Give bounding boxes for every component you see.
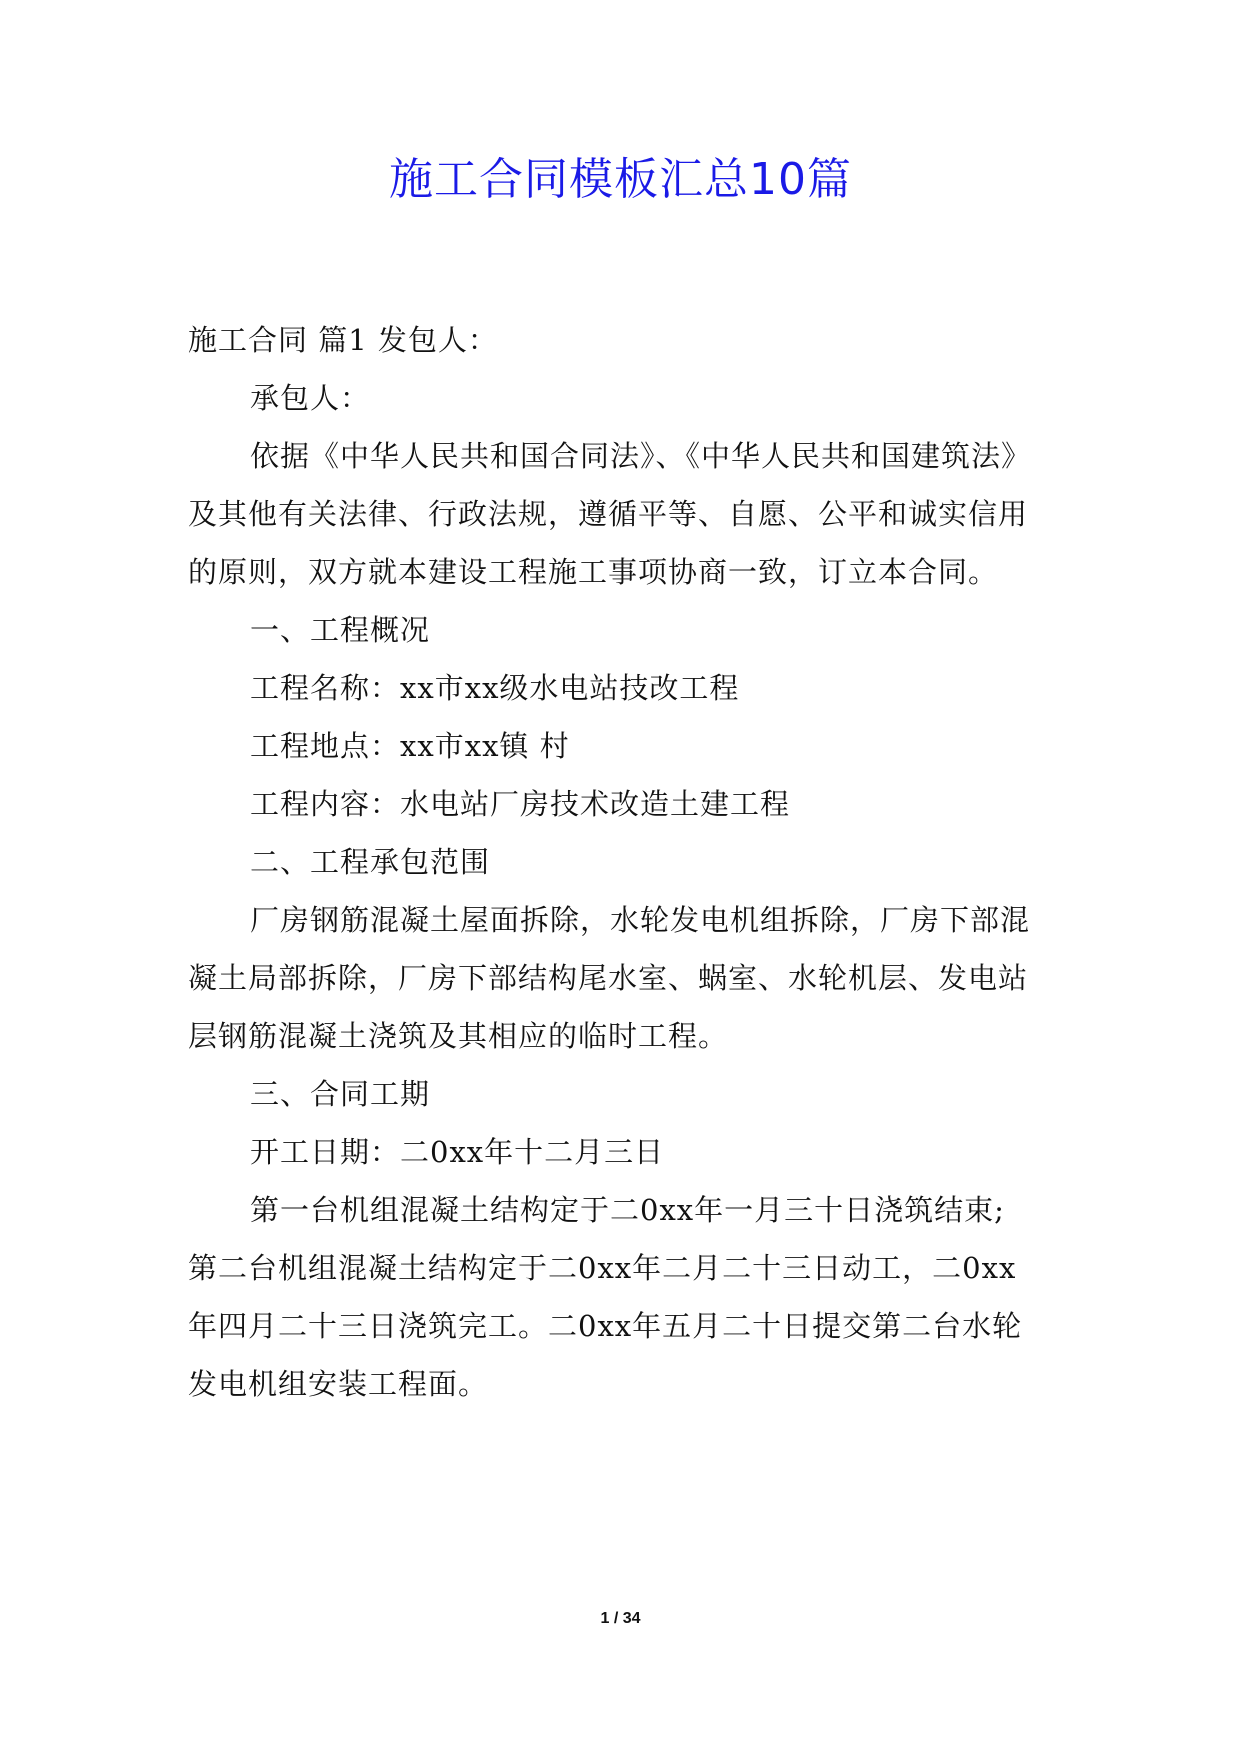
paragraph-line: 层钢筋混凝土浇筑及其相应的临时工程。 <box>188 1019 729 1053</box>
paragraph-line: 及其他有关法律、行政法规，遵循平等、自愿、公平和诚实信用 <box>188 497 1029 531</box>
section-heading: 一、工程概况 <box>250 613 431 647</box>
paragraph-line: 发电机组安装工程面。 <box>188 1367 489 1401</box>
paragraph-line: 的原则，双方就本建设工程施工事项协商一致，订立本合同。 <box>188 555 999 589</box>
page-number: 1 / 34 <box>600 1610 641 1627</box>
paragraph-line: 第二台机组混凝土结构定于二0xx年二月二十三日动工，二0xx <box>188 1251 1017 1285</box>
project-content-line: 工程内容：水电站厂房技术改造土建工程 <box>250 787 791 821</box>
start-date-line: 开工日期：二0xx年十二月三日 <box>250 1135 665 1169</box>
contractor-line: 承包人： <box>250 381 371 415</box>
paragraph-line: 凝土局部拆除，厂房下部结构尾水室、蜗室、水轮机层、发电站 <box>188 961 1029 995</box>
project-location-line: 工程地点：xx市xx镇 村 <box>250 729 570 763</box>
section-heading: 三、合同工期 <box>250 1077 431 1111</box>
document-title: 施工合同模板汇总10篇 <box>389 154 852 205</box>
paragraph-line: 厂房钢筋混凝土屋面拆除，水轮发电机组拆除，厂房下部混 <box>250 903 1031 937</box>
contract-heading-line: 施工合同 篇1 发包人： <box>188 323 498 357</box>
project-name-line: 工程名称：xx市xx级水电站技改工程 <box>250 671 740 705</box>
section-heading: 二、工程承包范围 <box>250 845 491 879</box>
paragraph-line: 依据《中华人民共和国合同法》、《中华人民共和国建筑法》 <box>250 439 1032 473</box>
paragraph-line: 第一台机组混凝土结构定于二0xx年一月三十日浇筑结束; <box>250 1193 1005 1227</box>
paragraph-line: 年四月二十三日浇筑完工。二0xx年五月二十日提交第二台水轮 <box>188 1309 1023 1343</box>
